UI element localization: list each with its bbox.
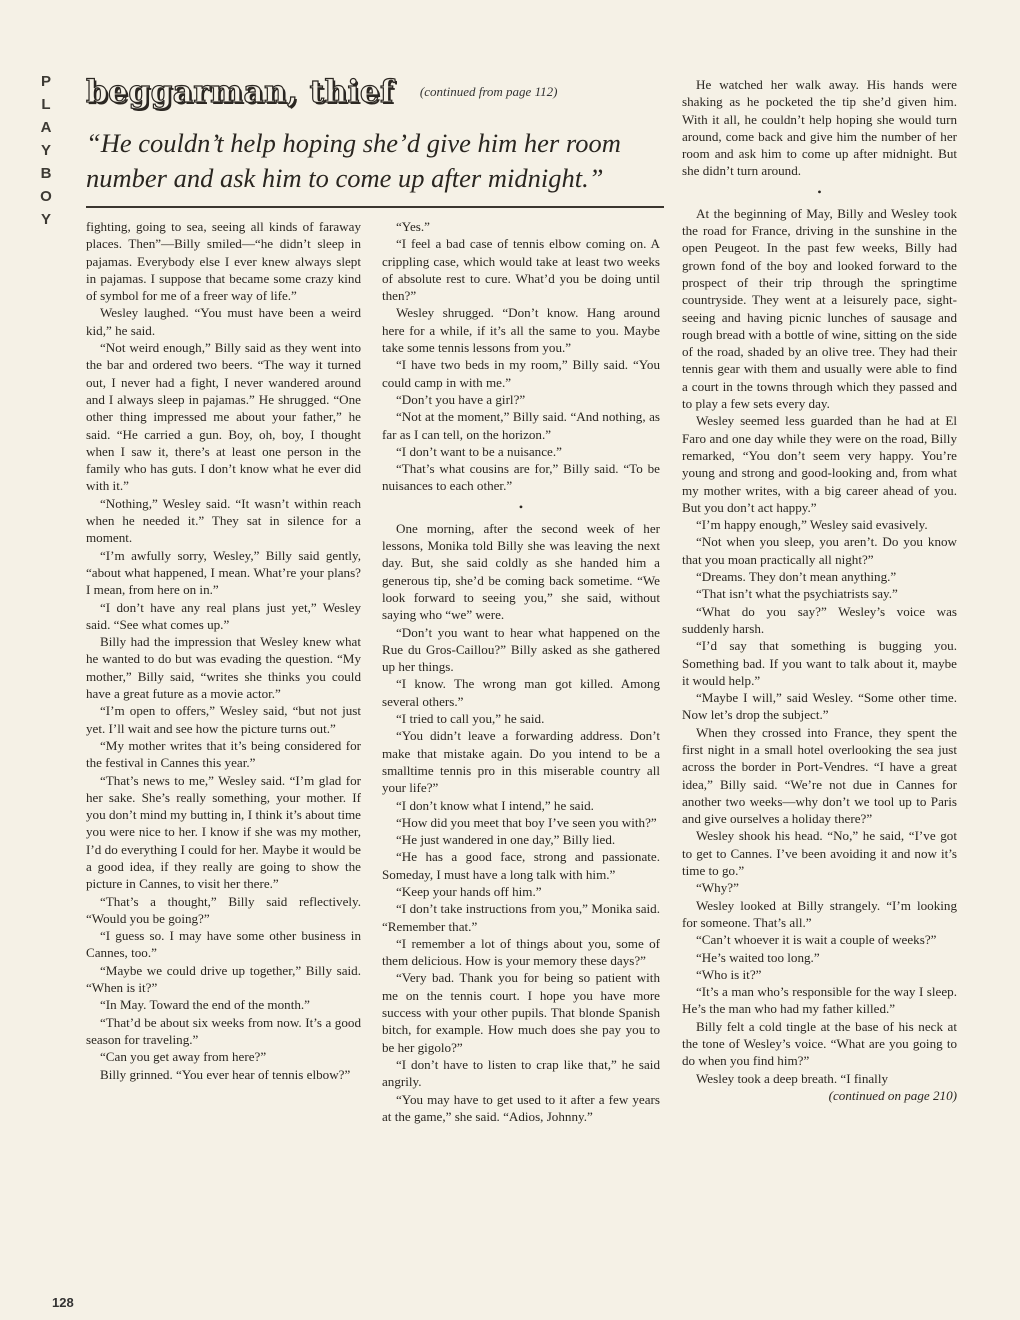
paragraph: “You may have to get used to it after a few years at the game,” she said. “Adios, Johnny.” <box>382 1091 660 1124</box>
paragraph: Billy grinned. “You ever hear of tennis elbow?” <box>100 1066 351 1082</box>
text-column-3 <box>682 76 957 1104</box>
magazine-letter: A <box>40 119 52 136</box>
paragraph: “I’d say that something is bugging you. Something bad. If you want to talk about it, maybe it would help.” <box>682 638 957 688</box>
paragraph: “I know. The wrong man got killed. Among several others.” <box>382 676 660 709</box>
paragraph: “Dreams. They don’t mean anything.” <box>696 569 897 585</box>
paragraph: Wesley laughed. “You must have been a weird kid,” he said. <box>86 305 361 338</box>
paragraph: “Yes.” <box>396 219 430 234</box>
page-number: 128 <box>52 1295 74 1310</box>
paragraph: “I guess so. I may have some other business in Cannes, too.” <box>86 928 361 961</box>
paragraph: He watched her walk away. His hands were shaking as he pocketed the tip she’d given him. With it all, he couldn’t help hoping she would turn around, come back and give him the number of her room and ask him to come up after midnight. But she didn’t turn around. <box>682 77 957 179</box>
paragraph: At the beginning of May, Billy and Wesley took the road for France, driving in the sunshine in the open Peugeot. In the past few weeks, Billy had grown fond of the boy and looked forward to the prospect of their trip through the springtime countryside. They went at a leisurely pace, sight-seeing and having picnic lunches of sausage and rough bread with a bottle of wine, sitting on the side of the road, shaded by an olive tree. They had their tennis gear with them and usually were able to find a court in the towns through which they passed and to play a few sets every day. <box>682 205 957 412</box>
paragraph: “I don’t have any real plans just yet,” Wesley said. “See what comes up.” <box>86 599 361 632</box>
paragraph: “I don’t take instructions from you,” Monika said. “Remember that.” <box>382 901 660 934</box>
paragraph: “Very bad. Thank you for being so patient with me on the tennis court. I hope you have more success with your other pupils. That blonde Spanish bitch, for example. How much does she pay you to be her gigolo?” <box>382 970 660 1055</box>
magazine-letter: Y <box>40 142 51 159</box>
magazine-letter: Y <box>40 211 51 228</box>
paragraph: “My mother writes that it’s being considered for the festival in Cannes this year.” <box>86 737 361 771</box>
pull-quote: “He couldn’t help hoping she’d give him her room number and ask him to come up after midnight.” <box>86 128 621 193</box>
text-column-1 <box>86 218 361 1083</box>
paragraph: “He has a good face, strong and passionate. Someday, I must have a long talk with him.” <box>382 849 660 882</box>
paragraph: “I don’t know what I intend,” he said. <box>396 797 594 813</box>
paragraph: “Who is it?” <box>696 966 762 982</box>
paragraph: “Not when you sleep, you aren’t. Do you know that you moan practically all night?” <box>682 534 957 567</box>
paragraph: “That’d be about six weeks from now. It’s a good season for traveling.” <box>86 1014 361 1047</box>
paragraph: “That isn’t what the psychiatrists say.” <box>696 586 898 602</box>
magazine-name-vertical <box>36 70 56 231</box>
paragraph: “He’s waited too long.” <box>696 949 820 965</box>
section-separator: • <box>817 184 822 199</box>
paragraph: “Keep your hands off him.” <box>396 883 542 899</box>
paragraph: Wesley seemed less guarded than he had at El Faro and one day while they were on the road, Billy remarked, “You don’t seem very happy. You’re young and strong and good-looking and, from what my mother writes, with a big career ahead of you. But you don’t act happy.” <box>682 413 957 515</box>
paragraph: “You didn’t leave a forwarding address. Don’t make that mistake again. Do you intend to be a smalltime tennis pro in this miserable country all your life?” <box>382 728 660 796</box>
paragraph: “How did you meet that boy I’ve seen you with?” <box>396 814 657 830</box>
paragraph: Billy felt a cold tingle at the base of his neck at the tone of Wesley’s voice. “What are you going to do when you find him?” <box>682 1018 957 1069</box>
paragraph: Wesley shook his head. “No,” he said, “I’ve got to get to Cannes. I’ve been avoiding it and now it’s time to go.” <box>682 828 957 879</box>
paragraph: “It’s a man who’s responsible for the way I sleep. He’s the man who had my father killed.” <box>682 984 957 1017</box>
paragraph: “Maybe I will,” said Wesley. “Some other time. Now let’s drop the subject.” <box>682 690 957 723</box>
paragraph: “Nothing,” Wesley said. “It wasn’t within reach when he needed it.” They sat in silence for a moment. <box>86 495 361 546</box>
paragraph: “I’m happy enough,” Wesley said evasively. <box>696 517 928 533</box>
article-title: beggarman, thief <box>86 74 394 110</box>
paragraph: “What do you say?” Wesley’s voice was suddenly harsh. <box>682 603 957 636</box>
paragraph: When they crossed into France, they spent the first night in a small hotel overlooking the sea just across the border in Port-Vendres. “I have a great idea,” Billy said. “We’re not due in Cannes for another two weeks—why don’t we tool up to Paris and give ourselves a holiday there?” <box>682 724 957 827</box>
paragraph: “That’s a thought,” Billy said reflectively. “Would you be going?” <box>86 893 361 926</box>
magazine-letter: B <box>40 165 52 182</box>
section-separator: • <box>518 499 524 514</box>
paragraph: “In May. Toward the end of the month.” <box>100 997 310 1013</box>
paragraph: fighting, going to sea, seeing all kinds of faraway places. Then”—Billy smiled—“he didn’t sleep in pajamas. Everybody else I ever knew always slept in pajamas. I suppose that became some crazy kind of symbol for me of a freer way of life.” <box>86 219 361 304</box>
paragraph: Wesley took a deep breath. “I finally <box>696 1070 889 1086</box>
paragraph: Wesley shrugged. “Don’t know. Hang around here for a while, if it’s all the same to you. Maybe take some tennis lessons from you.” <box>382 305 660 356</box>
paragraph: “Not at the moment,” Billy said. “And nothing, as far as I can tell, on the horizon.” <box>382 409 660 442</box>
paragraph: “Can’t whoever it is wait a couple of weeks?” <box>696 932 937 948</box>
magazine-letter: O <box>40 188 52 205</box>
paragraph: “Don’t you want to hear what happened on the Rue du Gros-Caillou?” Billy asked as she gathered up her things. <box>382 624 660 675</box>
paragraph: “I remember a lot of things about you, some of them delicious. How is your memory these days?” <box>382 935 660 969</box>
paragraph: “Don’t you have a girl?” <box>396 391 526 407</box>
paragraph: “He just wandered in one day,” Billy lied. <box>396 832 616 848</box>
paragraph: “That’s what cousins are for,” Billy said. “To be nuisances to each other.” <box>382 461 660 494</box>
paragraph: “I tried to call you,” he said. <box>396 711 545 727</box>
paragraph: “That’s news to me,” Wesley said. “I’m glad for her sake. She’s really something, your mother. If you don’t mind my butting in, I think it’s about time you were nice to her. I know if she was my mother, I’d do everything I could for her. Maybe it would be a good idea, if they really are going to show the picture in Cannes, to visit her there.” <box>86 772 361 892</box>
paragraph: One morning, after the second week of her lessons, Monika told Billy she was leaving the next day. But, she said coldly as she handed him a generous tip, she’d be coming back sometime. “We look forward to seeing you,” she said, without saying who “we” were. <box>382 520 660 623</box>
paragraph: “I’m awfully sorry, Wesley,” Billy said gently, “about what happened, I mean. What’re your plans? I mean, from here on in.” <box>86 547 361 598</box>
magazine-letter: P <box>40 73 51 90</box>
paragraph: “I don’t have to listen to crap like that,” he said angrily. <box>382 1056 660 1090</box>
paragraph: “I don’t want to be a nuisance.” <box>396 443 562 459</box>
paragraph: “Can you get away from here?” <box>100 1049 267 1065</box>
paragraph: Wesley looked at Billy strangely. “I’m looking for someone. That’s all.” <box>682 897 957 930</box>
paragraph: “Why?” <box>696 880 739 896</box>
article-header <box>86 70 666 114</box>
paragraph: “Not weird enough,” Billy said as they went into the bar and ordered two beers. “The way it turned out, I never had a fight, I never wandered around and I always sleep in pajamas.” He shrugged. “One other thing impressed me about your father,” he said. “He carried a gun. Boy, oh, boy, I thought when I saw it, there’s at least one person in the family who has guts. I don’t know what he ever did with it.” <box>86 340 361 494</box>
paragraph: “I’m open to offers,” Wesley said, “but not just yet. I’ll wait and see how the picture turns out.” <box>86 703 361 736</box>
paragraph: “I have two beds in my room,” Billy said. “You could camp in with me.” <box>382 357 660 390</box>
pull-quote-bottom-rule <box>86 206 664 208</box>
paragraph: Billy had the impression that Wesley knew what he wanted to do but was evading the question. “My mother,” Billy said, “writes she thinks you could have a great future as a movie actor.” <box>86 634 361 702</box>
paragraph: “I feel a bad case of tennis elbow coming on. A crippling case, which would take at least two weeks of absolute rest to cure. What’d you be doing until then?” <box>382 236 660 304</box>
continued-on-note: (continued on page 210) <box>828 1087 957 1103</box>
text-column-2 <box>382 218 660 1125</box>
magazine-letter: L <box>41 96 51 113</box>
continued-from-note: (continued from page 112) <box>419 84 558 99</box>
paragraph: “Maybe we could drive up together,” Billy said. “When is it?” <box>86 962 361 996</box>
